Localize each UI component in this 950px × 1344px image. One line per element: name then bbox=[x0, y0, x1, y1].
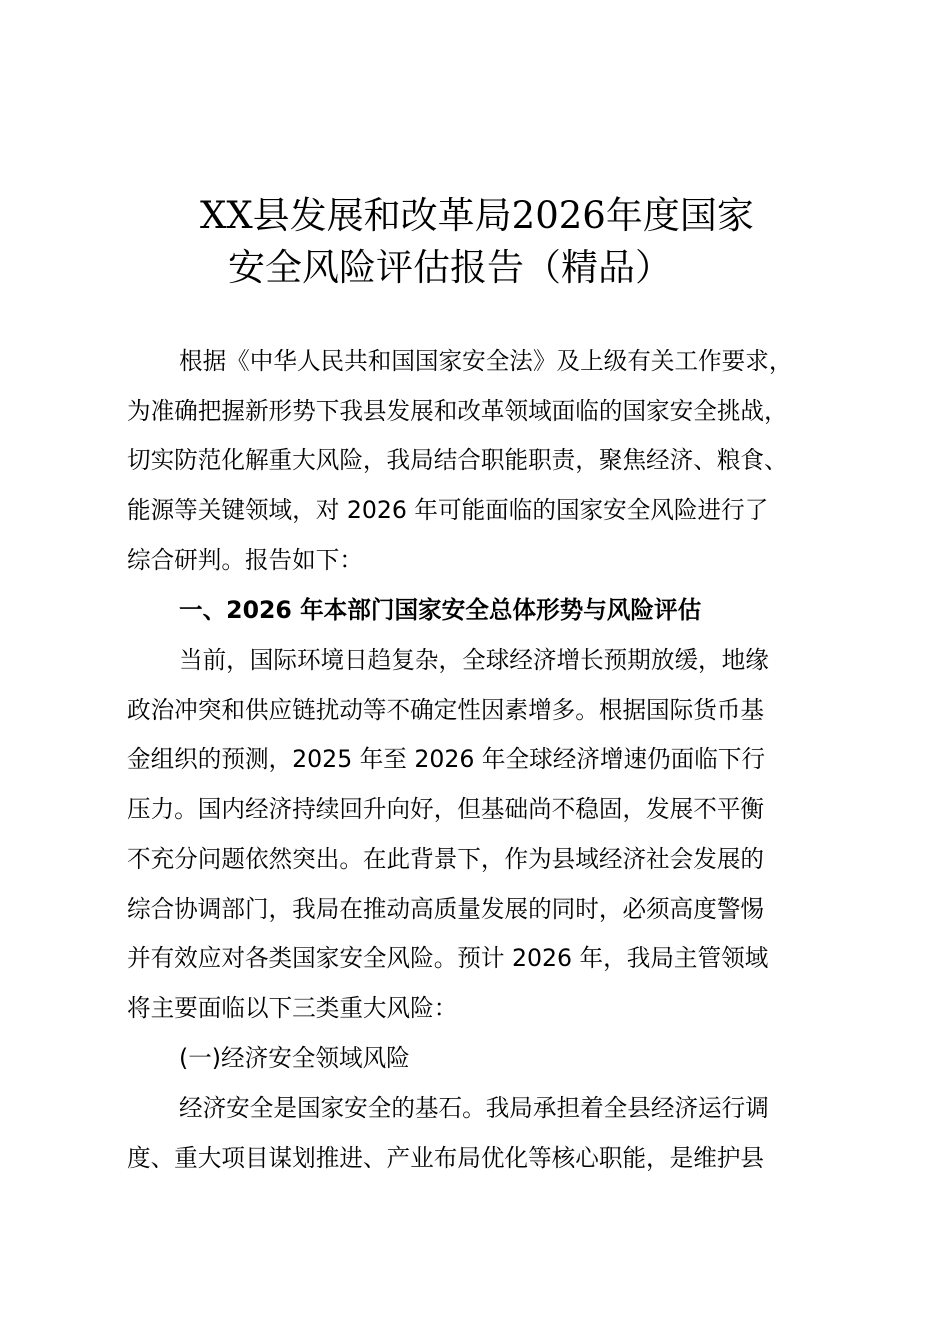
subsection-1-heading: (一)经济安全领域风险 bbox=[179, 1044, 410, 1072]
paragraph-line: 根据《中华人民共和国国家安全法》及上级有关工作要求， bbox=[179, 347, 793, 375]
paragraph-line: 当前，国际环境日趋复杂，全球经济增长预期放缓，地缘 bbox=[179, 646, 769, 674]
paragraph-line: 综合协调部门，我局在推动高质量发展的同时，必须高度警惕 bbox=[127, 894, 765, 923]
paragraph-line: 并有效应对各类国家安全风险。预计 2026 年，我局主管领域 bbox=[127, 944, 769, 973]
paragraph-line: 能源等关键领域，对 2026 年可能面临的国家安全风险进行了 bbox=[127, 496, 769, 525]
section-1-heading: 一、2026 年本部门国家安全总体形势与风险评估 bbox=[179, 596, 702, 624]
paragraph-line: 切实防范化解重大风险，我局结合职能职责，聚焦经济、粮食、 bbox=[127, 446, 788, 475]
paragraph-line: 经济安全是国家安全的基石。我局承担着全县经济运行调 bbox=[179, 1094, 769, 1122]
document-title-line-1: XX县发展和改革局2026年度国家 bbox=[200, 194, 754, 237]
economic-security-paragraph bbox=[127, 1084, 857, 1183]
paragraph-line: 综合研判。报告如下： bbox=[127, 545, 363, 574]
paragraph-line: 压力。国内经济持续回升向好，但基础尚不稳固，发展不平衡 bbox=[127, 795, 765, 824]
situation-paragraph bbox=[127, 636, 857, 1034]
paragraph-line: 政治冲突和供应链扰动等不确定性因素增多。根据国际货币基 bbox=[127, 695, 765, 724]
document-title-line-2: 安全风险评估报告（精品） bbox=[228, 246, 672, 289]
paragraph-line: 为准确把握新形势下我县发展和改革领域面临的国家安全挑战， bbox=[127, 396, 788, 425]
paragraph-line: 不充分问题依然突出。在此背景下，作为县域经济社会发展的 bbox=[127, 844, 765, 873]
paragraph-line: 金组织的预测，2025 年至 2026 年全球经济增速仍面临下行 bbox=[127, 745, 766, 774]
intro-paragraph bbox=[127, 337, 857, 586]
paragraph-line: 度、重大项目谋划推进、产业布局优化等核心职能，是维护县 bbox=[127, 1143, 765, 1172]
paragraph-line: 将主要面临以下三类重大风险： bbox=[127, 993, 458, 1022]
